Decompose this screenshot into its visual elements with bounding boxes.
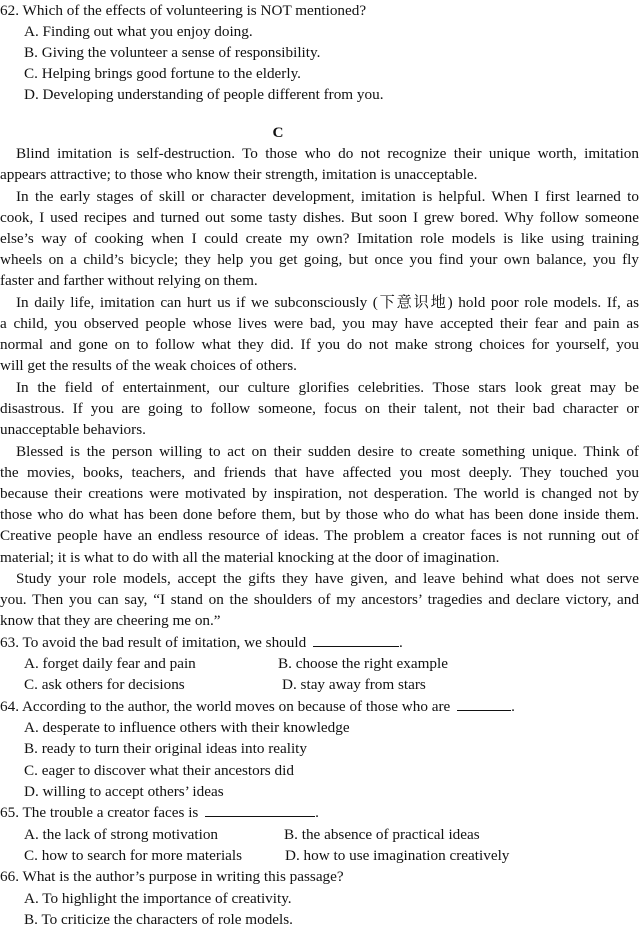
passage-line: you. Then you can say, “I stand on the shoulders of my ancestors’ tragedies and declare victory, and xyxy=(0,591,639,608)
passage-line: wheels on a child’s bicycle; they help you get going, but once you find your own balance, you fly xyxy=(0,251,639,268)
question-63-option-b: B. choose the right example xyxy=(278,655,448,672)
passage-line: know that they are cheering me on.” xyxy=(0,612,221,629)
question-65-option-c: C. how to search for more materials xyxy=(24,847,243,864)
question-64-option-c: C. eager to discover what their ancestors did xyxy=(24,762,294,779)
question-62-option-c: C. Helping brings good fortune to the elderly. xyxy=(24,65,301,82)
passage-line: those who do what has been done before them, but by those who do what has been done inside them. xyxy=(0,506,639,523)
passage-line: a child, you observed people whose lives were bad, you may have accepted their fear and pain as xyxy=(0,315,639,332)
question-63-text: 63. To avoid the bad result of imitation, we should xyxy=(0,634,307,651)
passage-line: else’s way of cooking when I could create my own? Imitation role models is like using training xyxy=(0,230,639,247)
passage-line: because their creations were motivated by inspiration, not desperation. The world is changed not by xyxy=(0,485,639,502)
passage-line: Study your role models, accept the gifts they have given, and leave behind what does not serve xyxy=(16,570,639,587)
question-63-period: . xyxy=(398,634,403,651)
passage-line: material; it is what to do with all the material knocking at the door of imagination. xyxy=(0,549,500,566)
passage-line: the movies, books, teachers, and friends that have affected you most deeply. They touched you xyxy=(0,464,639,481)
question-63-option-a: A. forget daily fear and pain xyxy=(24,655,196,672)
passage-line: In the field of entertainment, our culture glorifies celebrities. Those stars look great may be xyxy=(16,379,639,396)
question-62-option-d: D. Developing understanding of people different from you. xyxy=(24,86,384,103)
question-62-stem: 62. Which of the effects of volunteering is NOT mentioned? xyxy=(0,2,367,19)
question-65-option-d: D. how to use imagination creatively xyxy=(285,847,510,864)
question-62-option-b: B. Giving the volunteer a sense of responsibility. xyxy=(24,44,321,61)
passage-line: Blessed is the person willing to act on their sudden desire to create something unique. Think of xyxy=(16,443,639,460)
passage-line: normal and gone on to follow what they did. If you do not make strong choices for yourself, you xyxy=(0,336,639,353)
passage-line: In the early stages of skill or character development, imitation is helpful. When I first learned to xyxy=(16,188,639,205)
passage-line: faster and farther without relying on them. xyxy=(0,272,258,289)
question-66-option-b: B. To criticize the characters of role models. xyxy=(24,911,293,928)
question-62-option-a: A. Finding out what you enjoy doing. xyxy=(24,23,253,40)
passage-line: will get the results of the weak choices of others. xyxy=(0,357,297,374)
question-65-period: . xyxy=(315,804,319,821)
question-63-option-d: D. stay away from stars xyxy=(282,676,426,693)
question-63-stem xyxy=(0,632,403,653)
question-64-option-d: D. willing to accept others’ ideas xyxy=(24,783,224,800)
question-65-option-a: A. the lack of strong motivation xyxy=(24,826,219,843)
question-64-period: . xyxy=(511,698,515,715)
passage-line: Creative people have an endless resource of ideas. The problem a creator faces is not running out of xyxy=(0,527,639,544)
passage-line: unacceptable behaviors. xyxy=(0,421,146,438)
question-64-option-b: B. ready to turn their original ideas into reality xyxy=(24,740,308,757)
passage-line: disastrous. If you are going to follow someone, focus on their talent, not their bad character or xyxy=(0,400,639,417)
passage-line: cook, I used recipes and turned out some tasty dishes. But soon I grew bored. Why follow someone xyxy=(0,209,639,226)
question-65-text: 65. The trouble a creator faces is xyxy=(0,804,199,821)
section-heading: C xyxy=(272,124,284,141)
question-65-option-b: B. the absence of practical ideas xyxy=(284,826,480,843)
question-65-stem xyxy=(0,802,319,823)
question-64-stem xyxy=(0,696,515,717)
answer-blank xyxy=(205,802,315,817)
question-66-option-a: A. To highlight the importance of creativity. xyxy=(24,890,292,907)
answer-blank xyxy=(313,632,399,647)
question-64-option-a: A. desperate to influence others with their knowledge xyxy=(24,719,350,736)
passage-line: In daily life, imitation can hurt us if we subconsciously (下意识地) hold poor role models. If, as xyxy=(16,294,639,311)
question-66-stem: 66. What is the author’s purpose in writing this passage? xyxy=(0,868,344,885)
question-63-option-c: C. ask others for decisions xyxy=(24,676,185,693)
answer-blank xyxy=(457,696,511,711)
passage-line: Blind imitation is self-destruction. To those who do not recognize their unique worth, imitation xyxy=(16,145,639,162)
passage-line: appears attractive; to those who know their strength, imitation is unacceptable. xyxy=(0,166,478,183)
question-64-text: 64. According to the author, the world moves on because of those who are xyxy=(0,698,451,715)
